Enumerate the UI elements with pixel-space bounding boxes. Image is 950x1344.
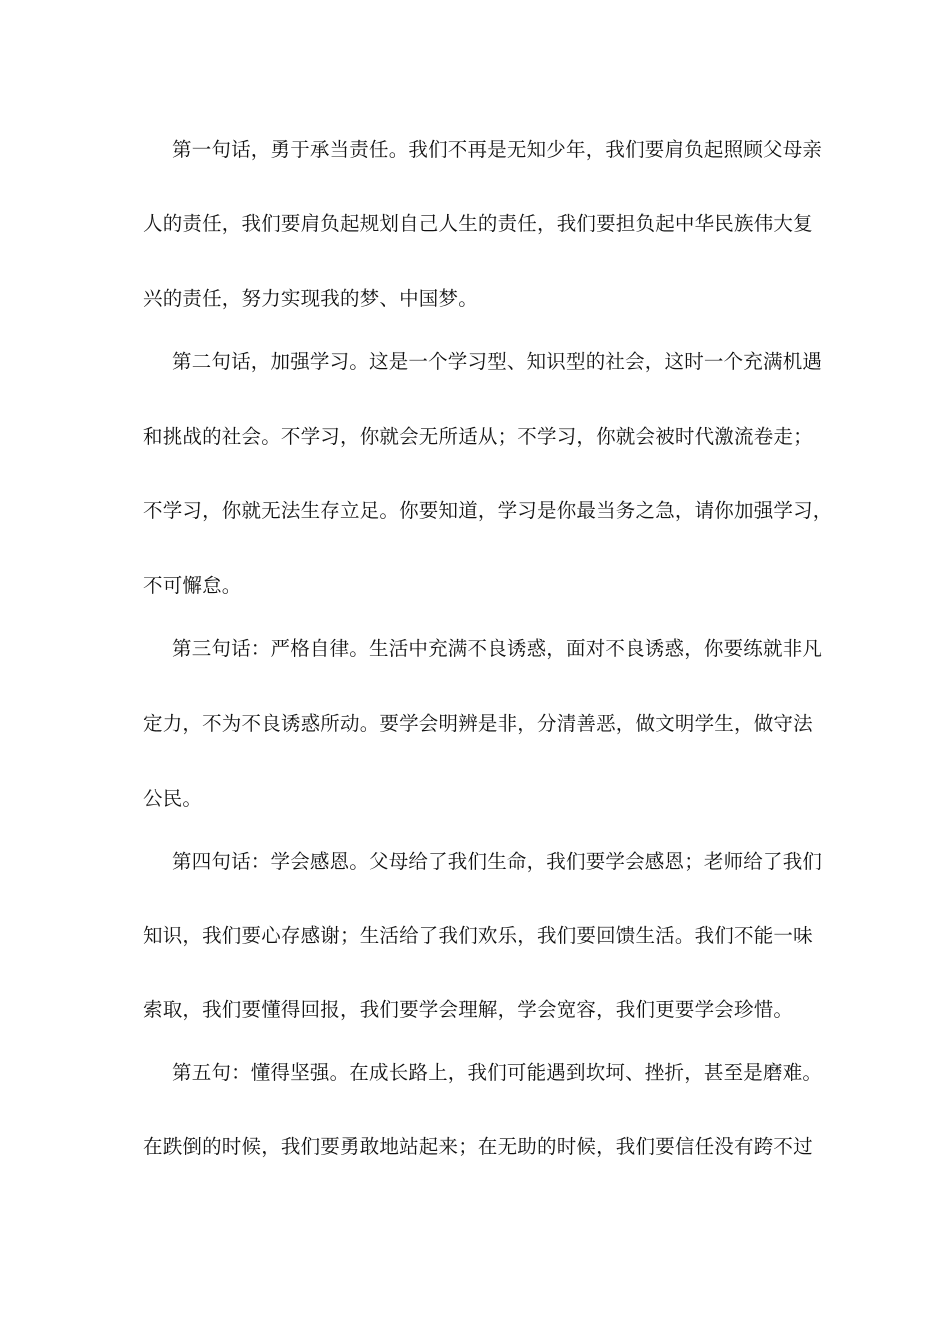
paragraph-1-line-3: 兴的责任，努力实现我的梦、中国梦。 (143, 287, 478, 310)
paragraph-3-line-1: 第三句话：严格自律。生活中充满不良诱惑，面对不良诱惑，你要练就非凡 (172, 637, 823, 660)
paragraph-1-line-1: 第一句话，勇于承当责任。我们不再是无知少年，我们要肩负起照顾父母亲 (172, 138, 823, 161)
paragraph-3-line-2: 定力，不为不良诱惑所动。要学会明辨是非，分清善恶，做文明学生，做守法 (143, 712, 813, 735)
paragraph-4-line-2: 知识，我们要心存感谢；生活给了我们欢乐，我们要回馈生活。我们不能一味 (143, 924, 813, 947)
paragraph-4-line-3: 索取，我们要懂得回报，我们要学会理解，学会宽容，我们更要学会珍惜。 (143, 998, 794, 1021)
paragraph-3-line-3: 公民。 (143, 787, 203, 810)
paragraph-2-line-1: 第二句话，加强学习。这是一个学习型、知识型的社会，这时一个充满机遇 (172, 350, 823, 373)
paragraph-4-line-1: 第四句话：学会感恩。父母给了我们生命，我们要学会感恩；老师给了我们 (172, 850, 823, 873)
paragraph-2-line-3: 不学习，你就无法生存立足。你要知道，学习是你最当务之急，请你加强学习， (143, 499, 833, 522)
paragraph-5-line-1: 第五句：懂得坚强。在成长路上，我们可能遇到坎坷、挫折，甚至是磨难。 (172, 1061, 823, 1084)
paragraph-2-line-4: 不可懈怠。 (143, 574, 242, 597)
paragraph-5-line-2: 在跌倒的时候，我们要勇敢地站起来；在无助的时候，我们要信任没有跨不过 (143, 1135, 813, 1158)
paragraph-2-line-2: 和挑战的社会。不学习，你就会无所适从；不学习，你就会被时代激流卷走； (143, 425, 813, 448)
paragraph-1-line-2: 人的责任，我们要肩负起规划自己人生的责任，我们要担负起中华民族伟大复 (143, 212, 813, 235)
